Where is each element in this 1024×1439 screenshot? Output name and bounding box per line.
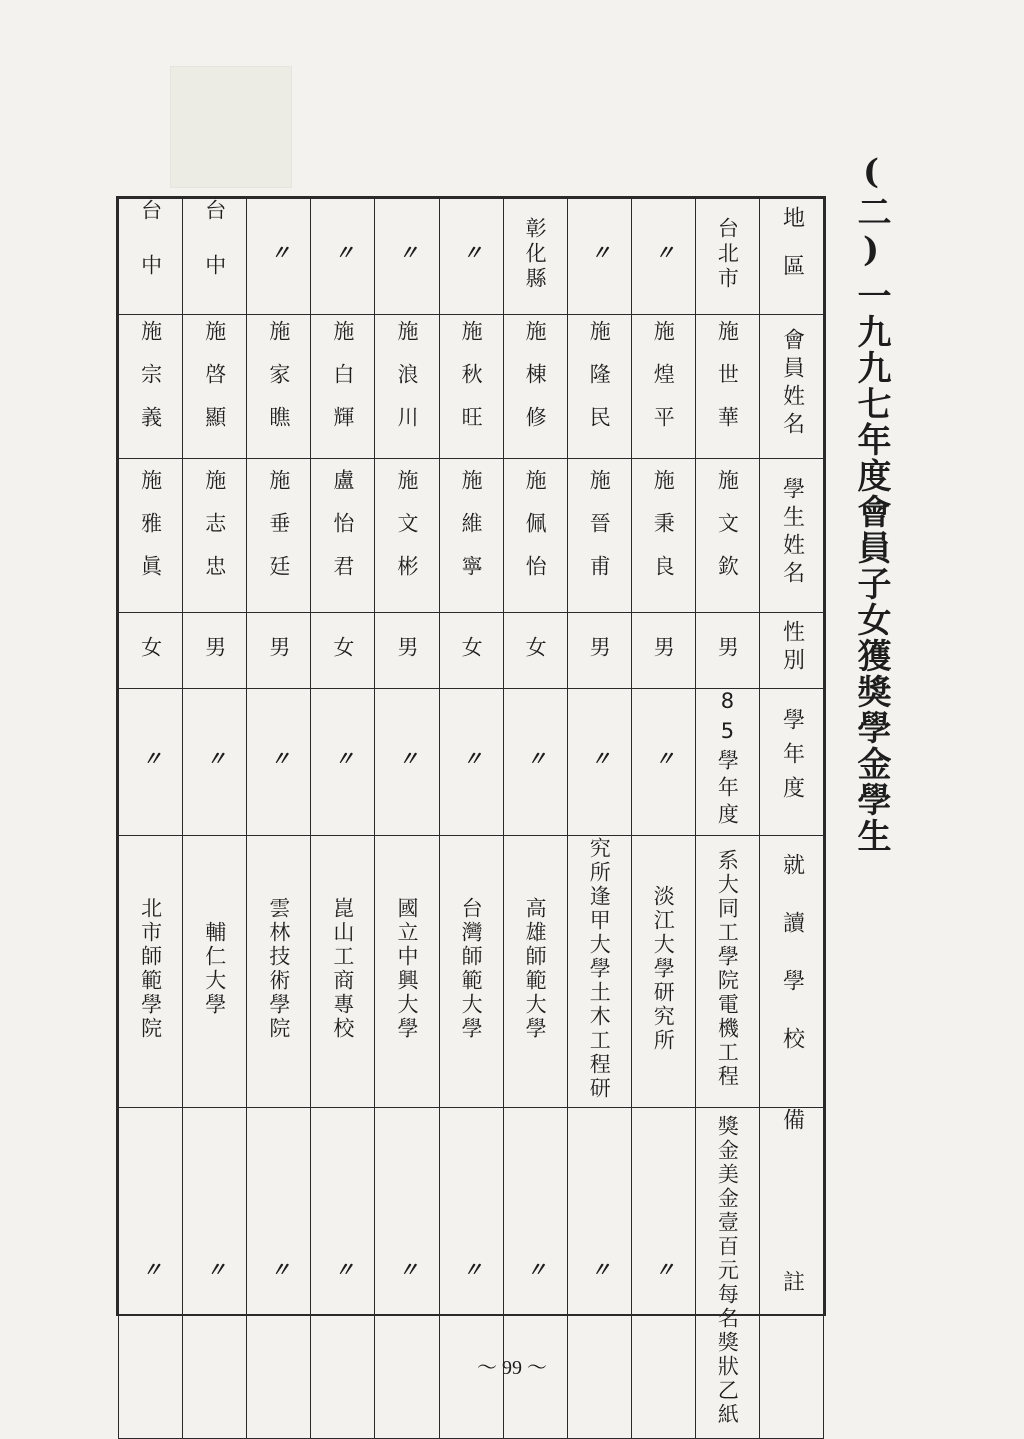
- cell-region: [695, 199, 759, 315]
- title-text: 一九九七年度會員子女獲獎學金學生: [851, 278, 891, 854]
- table-body: [119, 199, 824, 1439]
- cell-text: 〃: [138, 747, 163, 772]
- cell-school: [119, 836, 183, 1108]
- cell-text: 〃: [138, 1259, 163, 1282]
- cell-gender: [503, 613, 567, 689]
- cell-school: [311, 836, 375, 1108]
- cell-text: 淡江大學研究所: [651, 885, 676, 1053]
- cell-year: [695, 689, 759, 836]
- cell-text: 彰化縣: [523, 216, 548, 292]
- cell-text: 女: [523, 635, 548, 661]
- cell-year: [247, 689, 311, 836]
- cell-text: 〃: [587, 242, 612, 266]
- cell-text: 〃: [459, 242, 484, 266]
- cell-member: [375, 315, 439, 459]
- header-student: 學生姓名: [759, 459, 823, 613]
- cell-region: [311, 199, 375, 315]
- cell-text: 施秋旺: [459, 319, 484, 449]
- cell-school: [503, 836, 567, 1108]
- cell-student: [695, 459, 759, 613]
- cell-member: [247, 315, 311, 459]
- cell-text: 系: [715, 849, 740, 873]
- cell-year: [631, 689, 695, 836]
- cell-text: 大同工學院電機工程: [715, 873, 740, 1089]
- cell-text: 〃: [651, 1259, 676, 1282]
- cell-text: 〃: [459, 747, 484, 772]
- cell-text: 〃: [587, 1259, 612, 1282]
- cell-text: 輔仁大學: [202, 921, 227, 1017]
- header-year: 學年度: [759, 689, 823, 836]
- row-gender: [119, 613, 824, 689]
- cell-text: 男: [202, 635, 227, 661]
- cell-text: 施文彬: [394, 468, 419, 598]
- header-note: 備註: [759, 1108, 823, 1439]
- cell-school: [695, 836, 759, 1108]
- cell-member: [311, 315, 375, 459]
- cell-text: 〃: [394, 242, 419, 266]
- cell-text: 〃: [330, 747, 355, 772]
- cell-region: [567, 199, 631, 315]
- cell-school: [439, 836, 503, 1108]
- cell-text: 獎金美金壹百元: [715, 1114, 740, 1283]
- cell-member: [695, 315, 759, 459]
- cell-text: 施文欽: [715, 468, 740, 598]
- cell-student: [503, 459, 567, 613]
- cell-student: [375, 459, 439, 613]
- cell-text: 男: [587, 635, 612, 661]
- row-student: [119, 459, 824, 613]
- cell-member: [631, 315, 695, 459]
- cell-text: 〃: [202, 1259, 227, 1282]
- cell-school: [375, 836, 439, 1108]
- cell-text: 施志忠: [202, 468, 227, 598]
- cell-text: 〃: [202, 747, 227, 772]
- cell-student: [567, 459, 631, 613]
- cell-school: [183, 836, 247, 1108]
- header-region: 地區: [759, 199, 823, 315]
- cell-text: 〃: [459, 1259, 484, 1282]
- cell-text: 台中: [138, 199, 163, 309]
- cell-text: 施維寧: [459, 468, 484, 598]
- cell-text: 台北市: [715, 216, 740, 292]
- cell-text: 〃: [266, 242, 291, 266]
- title-number: (二): [851, 152, 891, 272]
- cell-text: 施棟修: [523, 319, 548, 449]
- cell-year: [567, 689, 631, 836]
- cell-note: [311, 1108, 375, 1439]
- cell-text: 台灣師範大學: [459, 897, 484, 1041]
- cell-note: [439, 1108, 503, 1439]
- paper-stain: [170, 66, 292, 188]
- cell-gender: [631, 613, 695, 689]
- header-gender: 性別: [759, 613, 823, 689]
- cell-year: [503, 689, 567, 836]
- cell-text: 女: [330, 635, 355, 661]
- cell-text: 每名獎狀乙紙: [715, 1282, 740, 1427]
- cell-text: 高雄師範大學: [523, 897, 548, 1041]
- cell-text: 〃: [394, 1259, 419, 1282]
- cell-text: 逢甲大學土木工程研: [587, 885, 612, 1101]
- cell-text: 崑山工商專校: [330, 897, 355, 1041]
- cell-year: [119, 689, 183, 836]
- cell-text: 男: [715, 635, 740, 661]
- cell-text: 85學年度: [715, 689, 740, 830]
- row-member: [119, 315, 824, 459]
- cell-text: 施家瞧: [266, 319, 291, 449]
- cell-text: 男: [651, 635, 676, 661]
- cell-text: 施垂廷: [266, 468, 291, 598]
- row-school: [119, 836, 824, 1108]
- cell-gender: [311, 613, 375, 689]
- cell-member: [439, 315, 503, 459]
- cell-region: [119, 199, 183, 315]
- cell-gender: [439, 613, 503, 689]
- cell-school: [247, 836, 311, 1108]
- cell-region: [631, 199, 695, 315]
- cell-text: 〃: [330, 242, 355, 266]
- cell-text: 施世華: [715, 319, 740, 449]
- cell-student: [311, 459, 375, 613]
- cell-region: [439, 199, 503, 315]
- header-member: 會員姓名: [759, 315, 823, 459]
- cell-region: [503, 199, 567, 315]
- cell-text: 施晉甫: [587, 468, 612, 598]
- cell-text: 國立中興大學: [394, 897, 419, 1041]
- cell-text: 盧怡君: [330, 468, 355, 598]
- cell-note: [503, 1108, 567, 1439]
- cell-region: [375, 199, 439, 315]
- cell-student: [631, 459, 695, 613]
- cell-gender: [567, 613, 631, 689]
- cell-gender: [183, 613, 247, 689]
- cell-school: [567, 836, 631, 1108]
- scholarship-table: [118, 198, 824, 1439]
- cell-text: 〃: [651, 747, 676, 772]
- cell-text: 施隆民: [587, 319, 612, 449]
- cell-text: 施佩怡: [523, 468, 548, 598]
- cell-student: [119, 459, 183, 613]
- cell-text: 施白輝: [330, 319, 355, 449]
- page-number: ～ 99 ～: [477, 1357, 547, 1379]
- cell-text: 台中: [202, 199, 227, 309]
- cell-text: 〃: [266, 747, 291, 772]
- cell-year: [311, 689, 375, 836]
- cell-note: [375, 1108, 439, 1439]
- cell-note: [695, 1108, 759, 1439]
- cell-member: [183, 315, 247, 459]
- cell-student: [183, 459, 247, 613]
- cell-text: 女: [459, 635, 484, 661]
- cell-gender: [247, 613, 311, 689]
- cell-region: [183, 199, 247, 315]
- row-note: [119, 1108, 824, 1439]
- cell-text: 施浪川: [394, 319, 419, 449]
- header-school: 就讀學校: [759, 836, 823, 1108]
- cell-text: 施宗義: [138, 319, 163, 449]
- cell-text: 施煌平: [651, 319, 676, 449]
- cell-text: 女: [138, 635, 163, 661]
- row-year: [119, 689, 824, 836]
- cell-year: [375, 689, 439, 836]
- cell-text: 施雅眞: [138, 468, 163, 598]
- cell-gender: [375, 613, 439, 689]
- cell-member: [503, 315, 567, 459]
- cell-note: [631, 1108, 695, 1439]
- cell-note: [247, 1108, 311, 1439]
- cell-text: 〃: [394, 747, 419, 772]
- cell-text: 〃: [523, 1259, 548, 1282]
- cell-year: [183, 689, 247, 836]
- cell-text: 〃: [266, 1259, 291, 1282]
- cell-text: 〃: [587, 747, 612, 772]
- cell-gender: [119, 613, 183, 689]
- cell-text: 施啓顯: [202, 319, 227, 449]
- cell-note: [183, 1108, 247, 1439]
- cell-text: 〃: [651, 242, 676, 266]
- cell-year: [439, 689, 503, 836]
- cell-note: [567, 1108, 631, 1439]
- cell-text: 〃: [330, 1259, 355, 1282]
- cell-gender: [695, 613, 759, 689]
- cell-member: [567, 315, 631, 459]
- cell-text: 男: [394, 635, 419, 661]
- cell-text: 雲林技術學院: [266, 897, 291, 1041]
- cell-text: 究所: [587, 837, 612, 885]
- cell-note: [119, 1108, 183, 1439]
- cell-region: [247, 199, 311, 315]
- cell-text: 〃: [523, 747, 548, 772]
- cell-school: [631, 836, 695, 1108]
- page-title: [846, 152, 896, 854]
- cell-text: 施秉良: [651, 468, 676, 598]
- cell-member: [119, 315, 183, 459]
- cell-text: 北市師範學院: [138, 897, 163, 1041]
- cell-text: 男: [266, 635, 291, 661]
- cell-student: [247, 459, 311, 613]
- row-region: [119, 199, 824, 315]
- cell-student: [439, 459, 503, 613]
